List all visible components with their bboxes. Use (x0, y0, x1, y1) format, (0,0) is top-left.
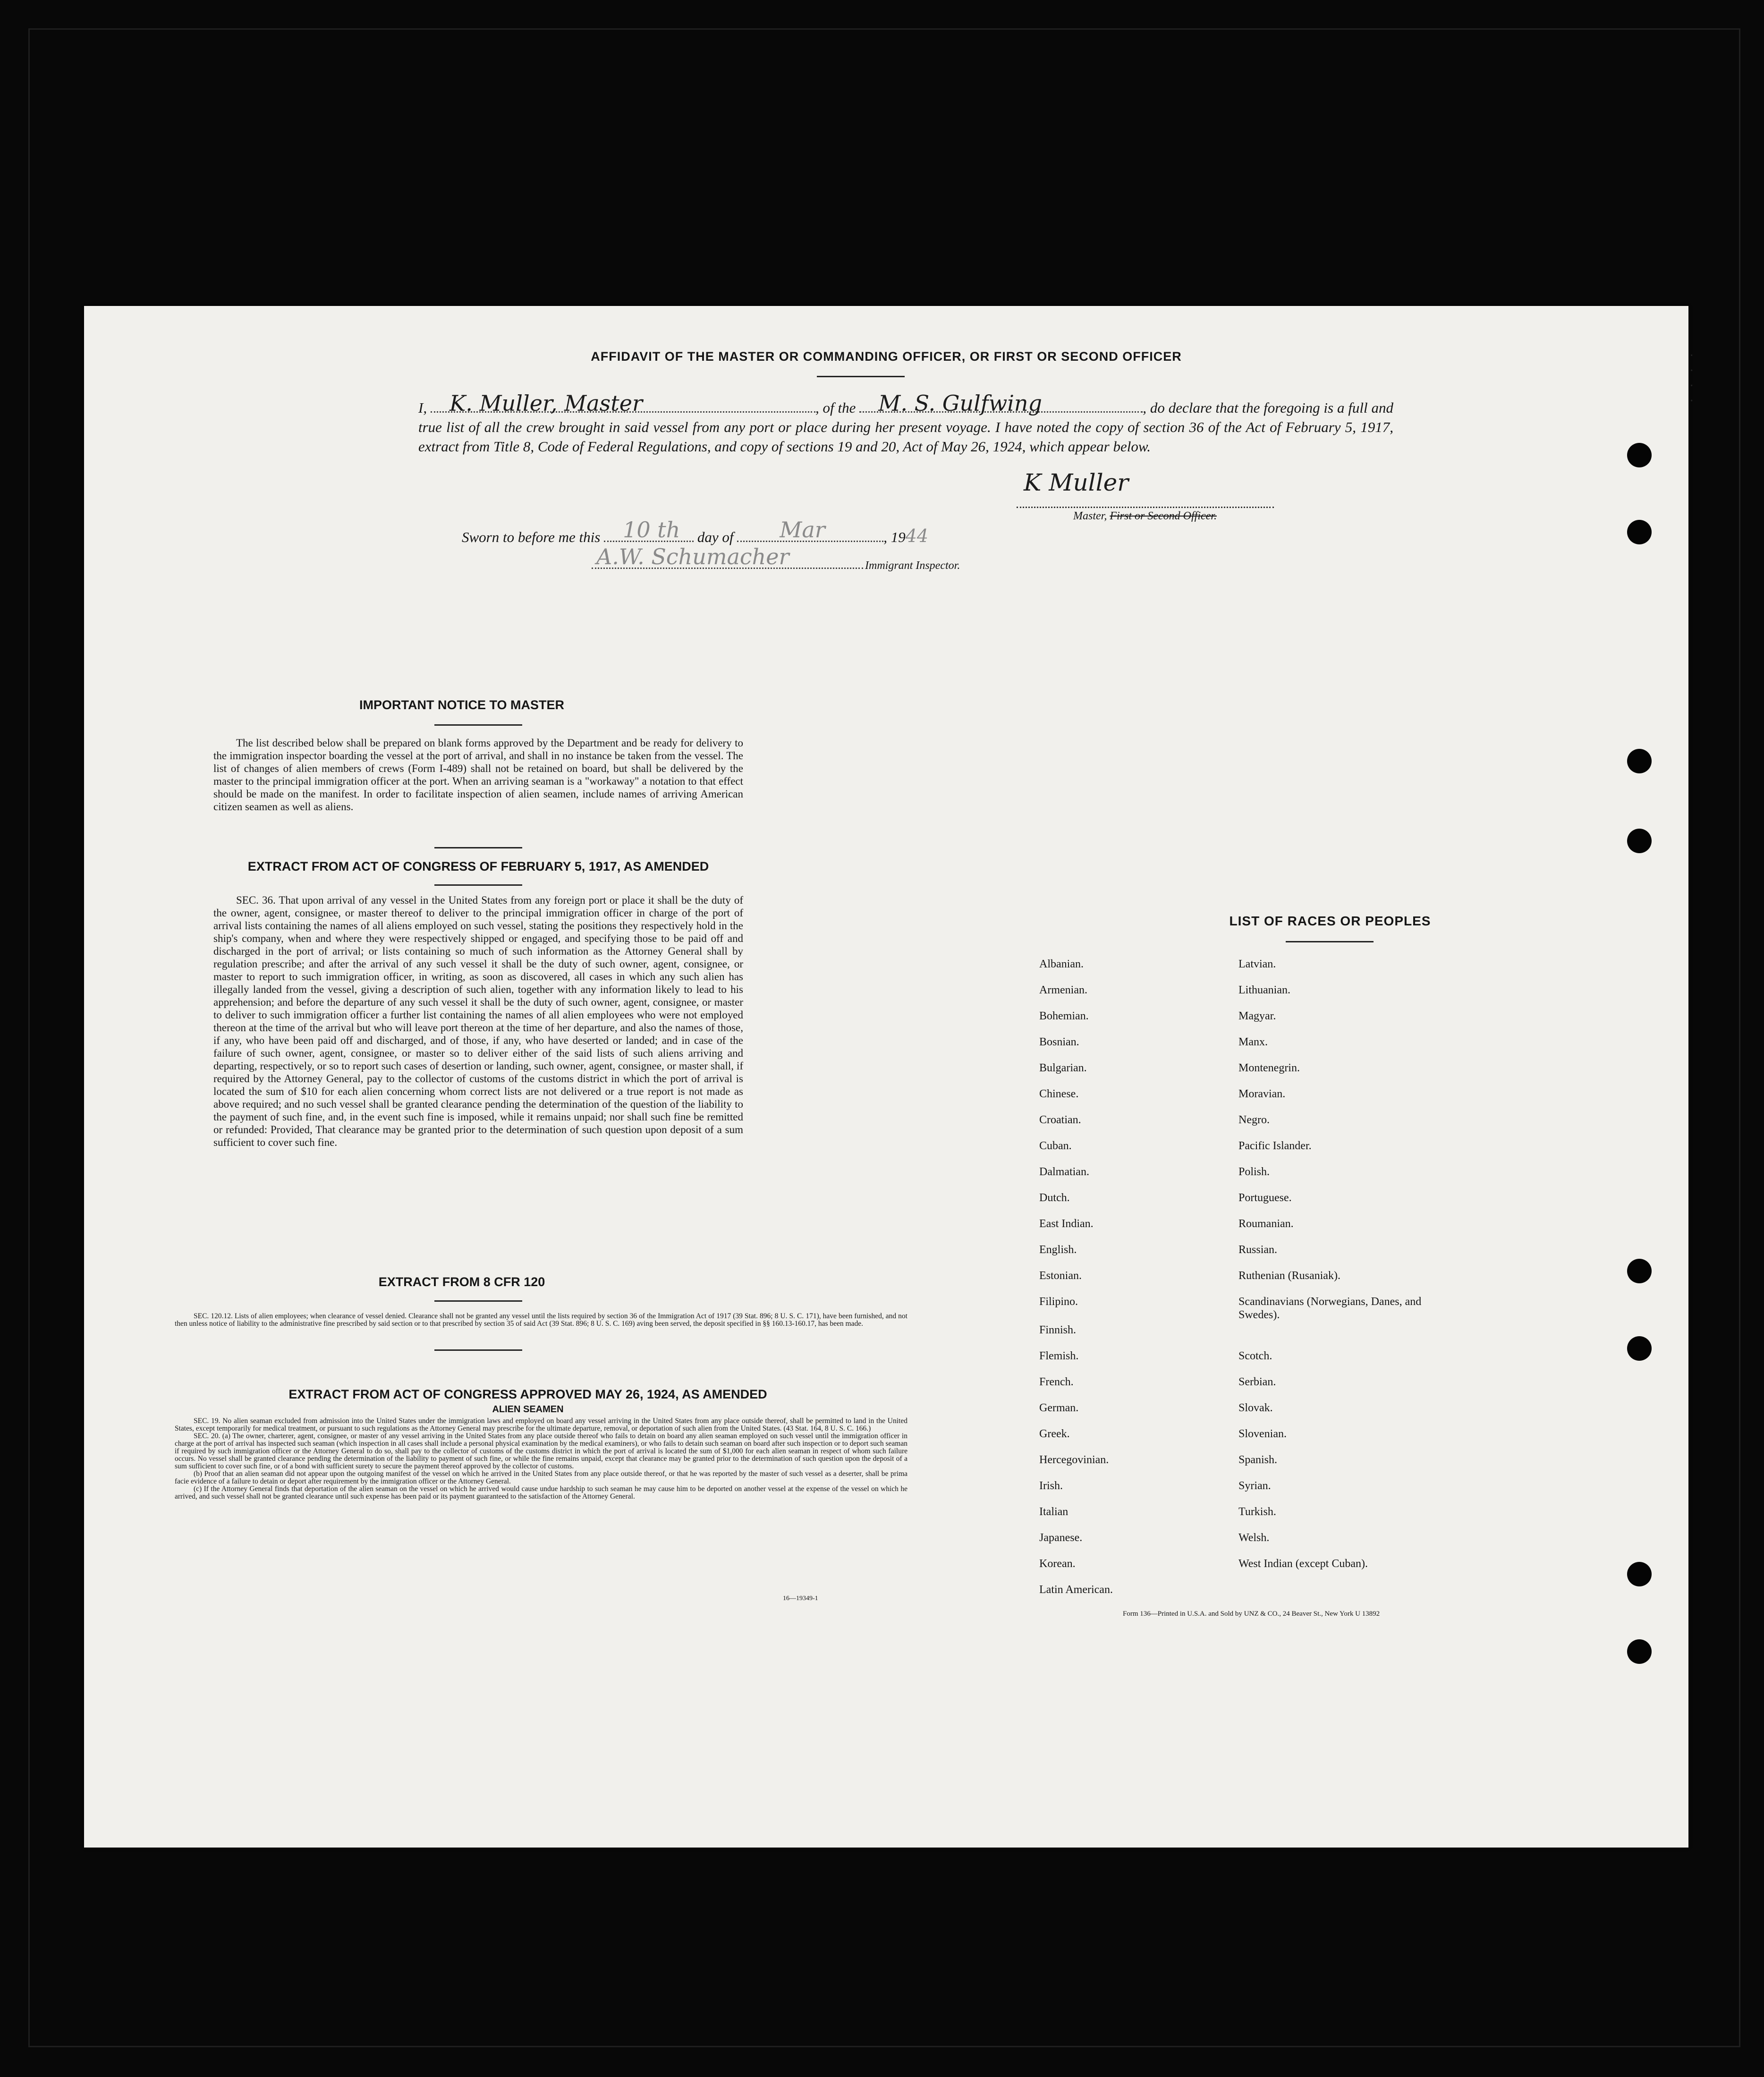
race-item: Serbian. (1238, 1376, 1276, 1388)
race-item: Irish. (1039, 1480, 1063, 1492)
film-specks: · · · · (1689, 348, 1696, 408)
punch-hole (1627, 1562, 1652, 1586)
races-rule (1286, 941, 1374, 942)
sworn-day-handwriting: 10 th (623, 517, 680, 543)
race-item: Hercegovinian. (1039, 1454, 1109, 1466)
race-item: Latvian. (1238, 958, 1276, 970)
extract-cfr-end-rule (434, 1349, 522, 1351)
sworn-year-handwriting: 44 (905, 526, 929, 546)
extract-1917-rule (434, 884, 522, 886)
punch-hole (1627, 749, 1652, 773)
race-item: Armenian. (1039, 984, 1087, 996)
master-name-field (431, 390, 815, 416)
race-item: East Indian. (1039, 1218, 1094, 1230)
races-title: LIST OF RACES OR PEOPLES (1229, 914, 1431, 928)
extract-1917-text: SEC. 36. That upon arrival of any vessel in the United States from any foreign port or place it shall be the duty of the owner, agent, consignee, or master thereof to deliver to the principal immigration officer in charge of the port of arrival lists containing the names of all aliens employed on such vessel, stating the positions they respectively hold in the ship's company, when and where they were respectively shipped or engaged, and specifying those to be paid off and discharged in the port of arrival; or lists containing so much of such information as the Attorney General shall by regulation prescribe; and after the arrival of any such vessel it shall be the duty of such owner, agent, consignee, or master to report to such immigration officer, in writing, as soon as discovered, all cases in which any such alien has illegally landed from the vessel, giving a description of such alien, together with any information likely to lead to his apprehension; and before the departure of any such vessel it shall be the duty of such owner, agent, consignee, or master to deliver to such immigration officer a further list containing the names of all alien employees who were not employed thereon at the time of the arrival but who will leave port thereon at the time of her departure, and also the names of those, if any, who have been paid off and discharged, and of those, if any, who have deserted or landed; and in case of the failure of such owner, agent, consignee, or master so to deliver either of the said lists of such aliens arriving and departing, respectively, or so to report such cases of desertion or landing, such owner, agent, consignee, or master shall, if required by the Attorney General, pay to the collector of customs of the customs district in which the port of arrival is located the sum of $10 for each alien concerning whom correct lists are not delivered or a true report is not made as above required; and no such vessel shall be granted clearance pending the determination of the question of the liability to the payment of such fine, and, in the event such fine is imposed, while it remains unpaid; nor shall such fine be remitted or refunded: Provided, That clearance may be granted prior to the determination of such question upon deposit of a sum sufficient to cover such fine. (213, 894, 743, 1148)
punch-hole (1627, 443, 1652, 467)
section-19-text: SEC. 19. No alien seaman excluded from admission into the United States under the immigration laws and employed on board any vessel arriving in the United States from any place outside thereof, shall be permitted to land in the United States, except temporarily for medical treatment, or pursuant to such regulations as the Attorney General may prescribe for the ultimate departure, removal, or deportation of such alien from the United States. (43 Stat. 164, 8 U. S. C. 166.) (175, 1417, 907, 1433)
inspector-signature (592, 544, 960, 572)
sworn-month-handwriting: Mar (780, 517, 825, 543)
punch-hole (1627, 1336, 1652, 1361)
form-printer-note: Form 136—Printed in U.S.A. and Sold by UNZ & CO., 24 Beaver St., New York U 13892 (1123, 1610, 1380, 1618)
race-item: Welsh. (1238, 1532, 1270, 1544)
notice-rule (434, 724, 522, 726)
notice-text: The list described below shall be prepared on blank forms approved by the Department and be ready for delivery to the immigration inspector boarding the vessel at the port of arrival, and shall in no instance be taken from the vessel. The list of changes of alien members of crews (Form I-489) shall not be retained on board, but shall be delivered by the master to the principal immigration officer at the port. When an arriving seaman is a "workaway" a notation to that effect should be made on the manifest. In order to facilitate inspection of alien seamen, include names of arriving American citizen seamen as well as aliens. (213, 737, 743, 813)
master-signature (1024, 469, 1128, 496)
affidavit-statement (418, 390, 1394, 456)
race-item: Magyar. (1238, 1010, 1276, 1022)
race-item: Bulgarian. (1039, 1062, 1087, 1074)
race-item: Pacific Islander. (1238, 1140, 1312, 1152)
race-item: Turkish. (1238, 1506, 1276, 1518)
race-item: Albanian. (1039, 958, 1084, 970)
sworn-month-field (737, 517, 883, 543)
affidavit-body: that the foregoing is a full and true list of all the crew brought in said vessel from any port or place during her present voyage. I have noted the copy of section 36 of the Act of February 5, 1917, extract from Title 8, Code of Federal Regulations, and copy of sections 19 and 20, Act of May 26, 1924, which appear below. (418, 399, 1394, 455)
notice-end-rule (434, 847, 522, 848)
race-item: Syrian. (1238, 1480, 1271, 1492)
race-item: Latin American. (1039, 1584, 1113, 1596)
race-item: Roumanian. (1238, 1218, 1294, 1230)
of-the-label: , of the (815, 399, 856, 416)
vessel-name-handwriting: M. S. Gulfwing (878, 390, 1042, 416)
race-item: Italian (1039, 1506, 1069, 1518)
title-rule (817, 376, 905, 377)
punch-hole (1627, 1639, 1652, 1664)
race-item: Dutch. (1039, 1192, 1070, 1204)
race-item: Negro. (1238, 1114, 1270, 1126)
inspector-signature-handwriting: A.W. Schumacher (596, 544, 789, 569)
race-item: Portuguese. (1238, 1192, 1292, 1204)
punch-hole (1627, 520, 1652, 544)
section-20a-text: SEC. 20. (a) The owner, charterer, agent, consignee, or master of any vessel arriving in the United States from any place outside thereof who fails to detain on board any alien seaman employed on such vessel until the immigration officer in charge at the port of arrival has inspected such seaman (which inspection in all cases shall include a personal physical examination by the medical examiners), or who fails to detain such seaman on board after such inspection or to deport such seaman if required by such immigration officer or the Attorney General to do so, shall pay to the collector of customs of the customs district in which the port of arrival is located the sum of $1,000 for each alien seaman in respect of whom such failure occurs. No vessel shall be granted clearance pending the determination of the liability to payment of such fine, or while the fine remains unpaid, except that clearance may be granted prior to the determination of such question upon the deposit of a sum sufficient to cover such fine, or of a bond with sufficient surety to secure the payment thereof approved by the collector of customs. (175, 1432, 907, 1470)
race-item: French. (1039, 1376, 1074, 1388)
vessel-name-field (859, 390, 1143, 416)
race-item: Scandinavians (Norwegians, Danes, and Swedes). (1238, 1296, 1422, 1321)
punch-hole (1627, 1259, 1652, 1283)
race-item: German. (1039, 1402, 1079, 1414)
notice-title: IMPORTANT NOTICE TO MASTER (359, 698, 564, 712)
race-item: Korean. (1039, 1558, 1076, 1570)
affidavit-title: AFFIDAVIT OF THE MASTER OR COMMANDING OFFICER, OR FIRST OR SECOND OFFICER (591, 349, 1182, 364)
race-item: Japanese. (1039, 1532, 1083, 1544)
race-item: English. (1039, 1244, 1077, 1256)
race-item: Cuban. (1039, 1140, 1072, 1152)
race-item: Slovenian. (1238, 1428, 1287, 1440)
inspector-signature-field (592, 544, 863, 569)
race-item: Montenegrin. (1238, 1062, 1300, 1074)
race-item: Chinese. (1039, 1088, 1079, 1100)
race-item: Polish. (1238, 1166, 1270, 1178)
section-20b-text: (b) Proof that an alien seaman did not appear upon the outgoing manifest of the vessel on which he arrived in the United States from any place outside thereof, or that he was reported by the master of such vessel as a deserter, shall be prima facie evidence of a failure to detain or deport after requirement by the immigration officer or the Attorney General. (175, 1470, 907, 1485)
race-item: Greek. (1039, 1428, 1070, 1440)
race-item: Filipino. (1039, 1296, 1078, 1308)
extract-1924-title: EXTRACT FROM ACT OF CONGRESS APPROVED MAY 26, 1924, AS AMENDED (288, 1387, 767, 1401)
race-item: Croatian. (1039, 1114, 1081, 1126)
punch-hole (1627, 829, 1652, 853)
extract-cfr-title: EXTRACT FROM 8 CFR 120 (378, 1275, 545, 1289)
race-item: Finnish. (1039, 1324, 1077, 1336)
extract-1924-body (175, 1417, 907, 1501)
extract-1924-subtitle: ALIEN SEAMEN (492, 1404, 564, 1415)
document-page (84, 306, 1696, 1848)
extract-1917-title: EXTRACT FROM ACT OF CONGRESS OF FEBRUARY 5, 1917, AS AMENDED (247, 859, 709, 873)
section-20c-text: (c) If the Attorney General finds that deportation of the alien seaman on the vessel on which he arrived would cause undue hardship to such seaman he may cause him to be deported on another vessel at the expense of the vessel on which he arrived, and such vessel shall not be granted clearance until such expense has been paid or its payment guaranteed to the satisfaction of the Attorney General. (175, 1485, 907, 1501)
race-item: Manx. (1238, 1036, 1268, 1048)
race-item: Moravian. (1238, 1088, 1286, 1100)
race-item: Flemish. (1039, 1350, 1079, 1362)
affidavit-prefix: I, (418, 399, 427, 416)
master-signature-line (1017, 507, 1274, 508)
page-code: 16—19349-1 (783, 1595, 818, 1602)
race-item: Russian. (1238, 1244, 1278, 1256)
race-item: Ruthenian (Rusaniak). (1238, 1270, 1340, 1282)
race-item: Bosnian. (1039, 1036, 1079, 1048)
inspector-caption: Immigrant Inspector. (865, 560, 960, 572)
race-item: West Indian (except Cuban). (1238, 1558, 1368, 1570)
race-item: Estonian. (1039, 1270, 1082, 1282)
do-declare-label: , do declare (1143, 399, 1212, 416)
struck-officer-text: First or Second Officer. (1110, 510, 1217, 522)
race-item: Spanish. (1238, 1454, 1278, 1466)
race-item: Dalmatian. (1039, 1166, 1089, 1178)
sworn-day-field (604, 517, 694, 543)
master-name-handwriting: K. Muller, Master (449, 390, 643, 416)
sworn-line: Sworn to before me this 10 th day of Mar , 1944 (462, 517, 929, 546)
race-item: Scotch. (1238, 1350, 1272, 1362)
master-signature-handwriting: K Muller (1024, 469, 1129, 496)
race-item: Slovak. (1238, 1402, 1273, 1414)
signature-caption: Master, First or Second Officer. (1073, 510, 1217, 522)
extract-cfr-rule (434, 1300, 522, 1302)
extract-cfr-text: SEC. 120.12. Lists of alien employees; when clearance of vessel denied. Clearance shall not be granted any vessel until the lists required by section 36 of the Immigration Act of 1917 (39 Stat. 896; 8 U. S. C. 171), have been furnished, and not then unless notice of liability to the administrative fine prescribed by said section or to that prescribed by section 35 of said Act (39 Stat. 896; 8 U. S. C. 169) aving been served, the deposit specified in §§ 160.13-160.17, has been made. (175, 1312, 907, 1328)
race-item: Lithuanian. (1238, 984, 1290, 996)
race-item: Bohemian. (1039, 1010, 1089, 1022)
